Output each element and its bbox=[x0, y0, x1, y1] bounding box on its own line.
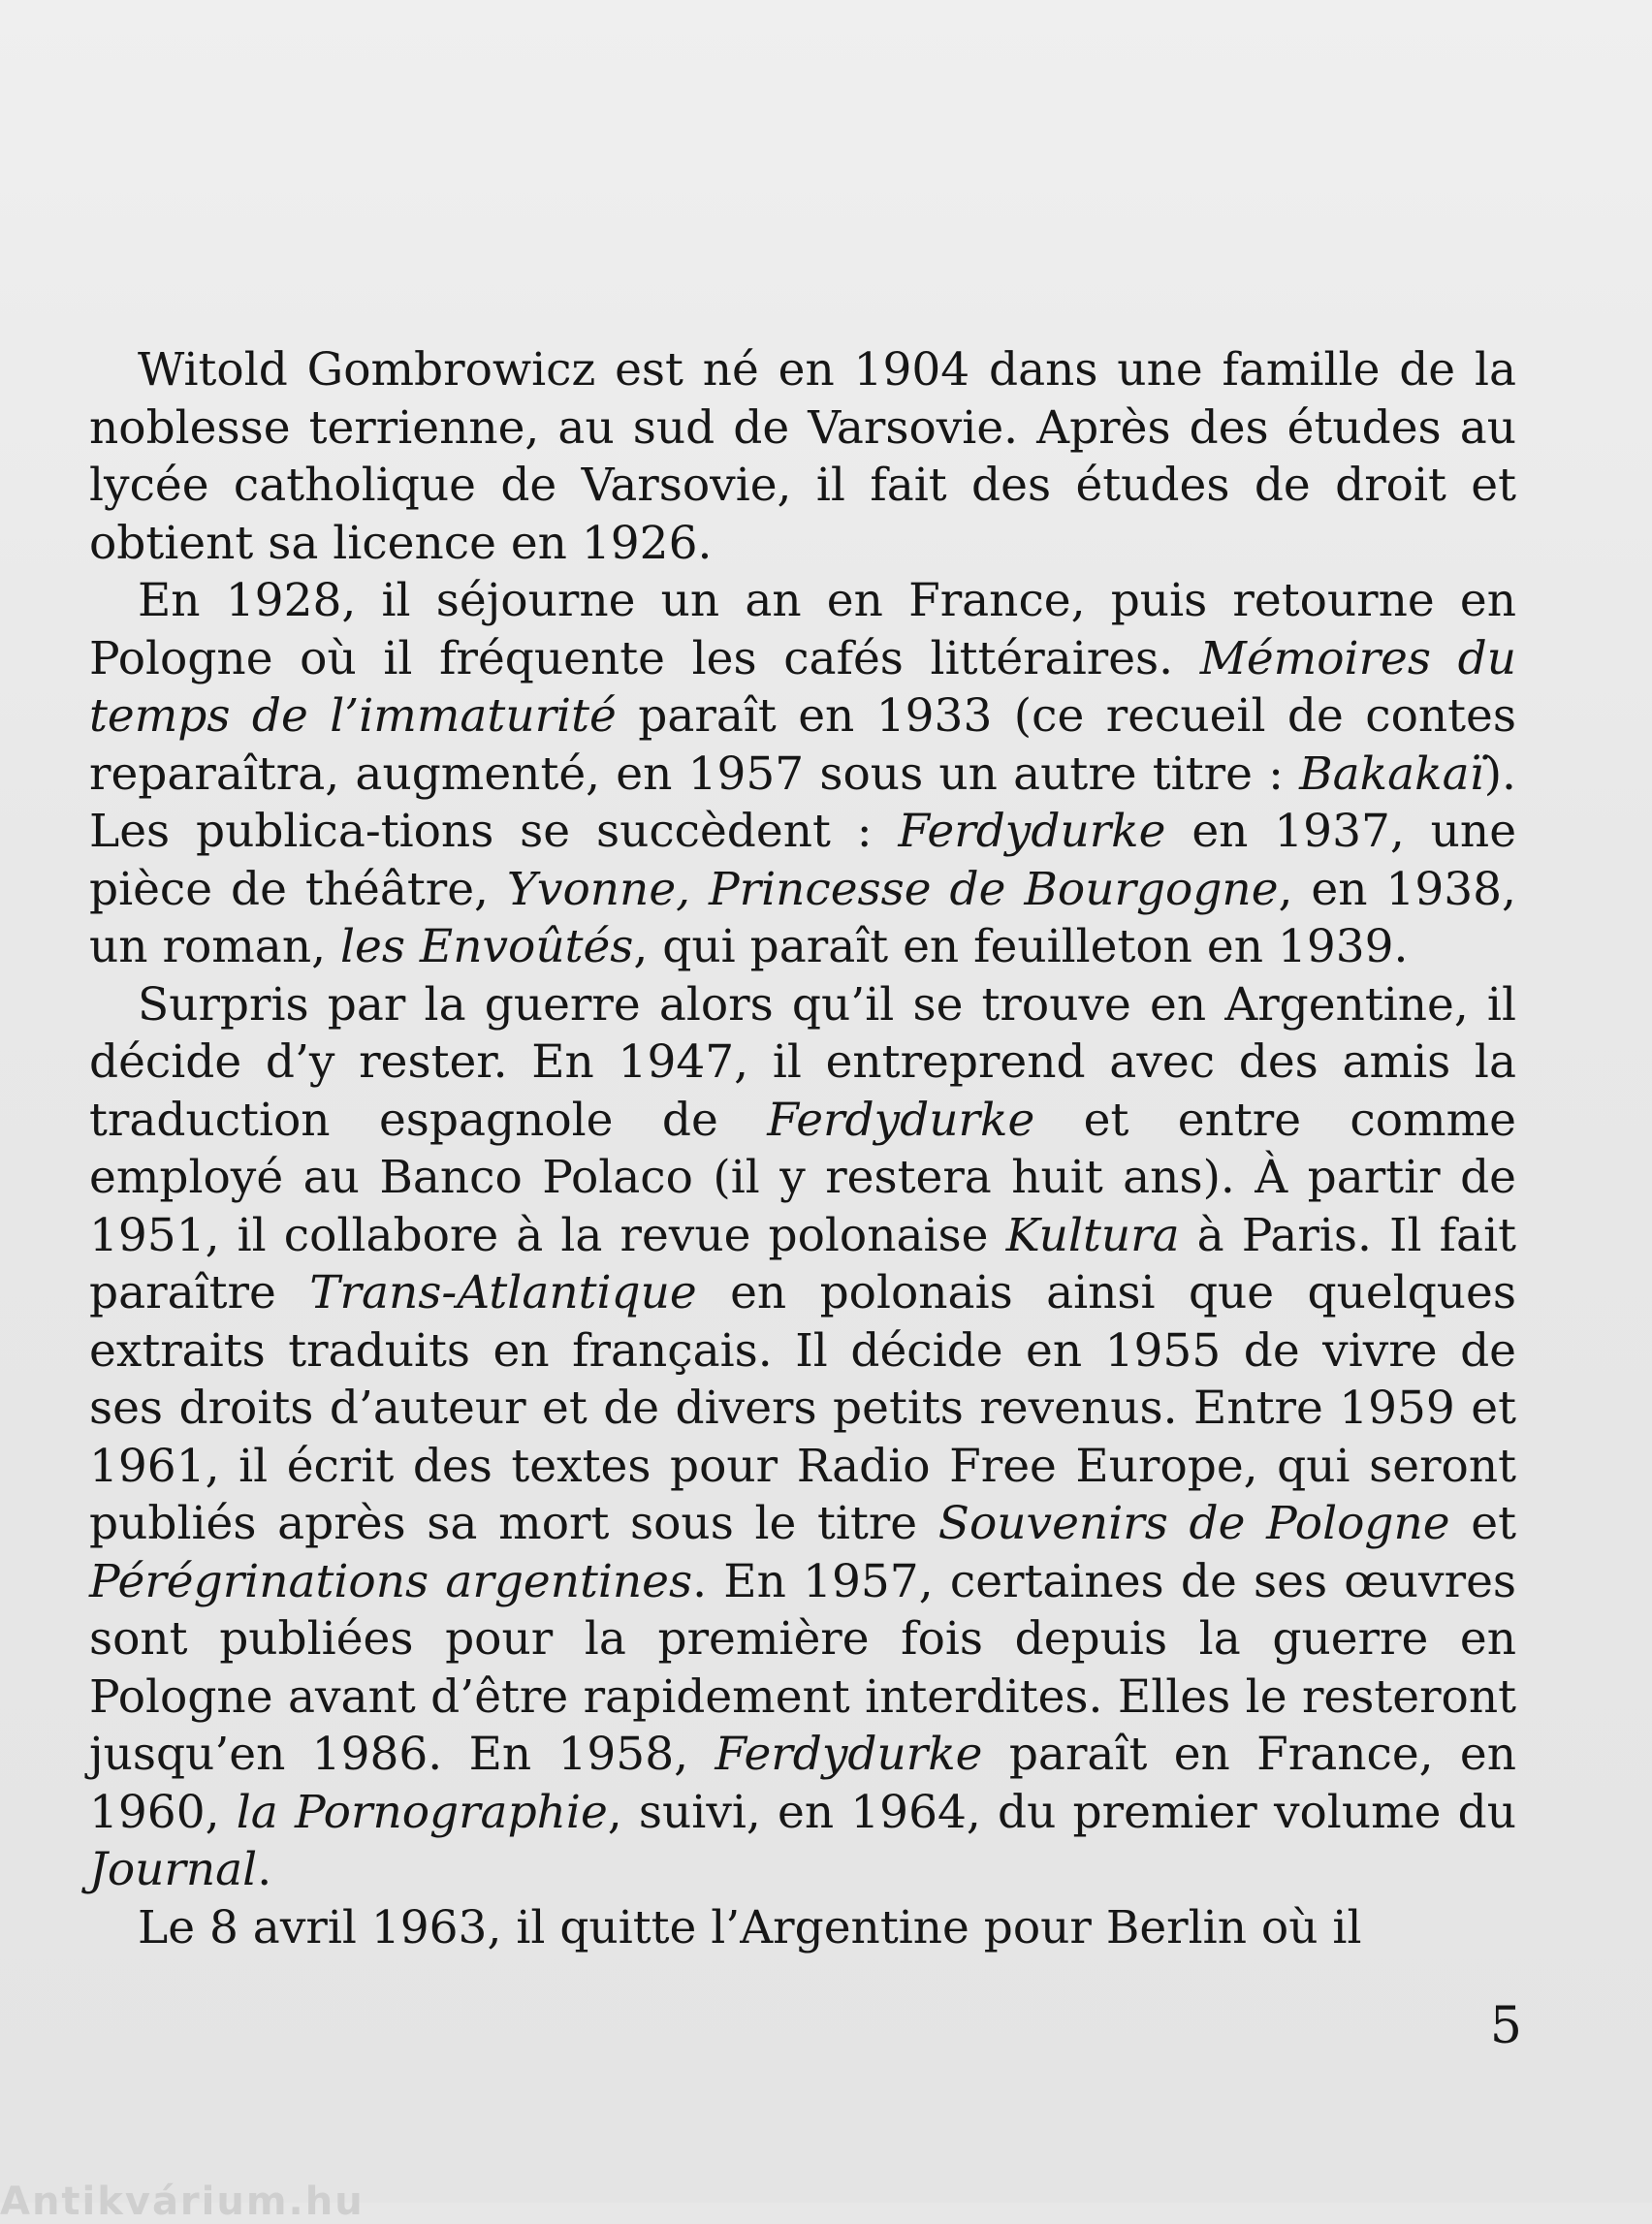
text-run: et entre comme employé au Banco Polaco (il y restera huit ans). À partir de 1951, il collabore à la revue polonaise bbox=[89, 1093, 1516, 1262]
italic-title: Ferdydurke bbox=[898, 805, 1166, 858]
watermark: Antikvárium.hu bbox=[0, 2179, 365, 2224]
italic-title: les Envoûtés bbox=[339, 920, 634, 973]
paragraph bbox=[89, 976, 1516, 1899]
text-run: , en 1938, un roman, bbox=[89, 862, 1516, 973]
text-run: en 1937, une pièce de théâtre, bbox=[89, 805, 1517, 916]
text-run: , qui paraît en feuilleton en 1939. bbox=[633, 920, 1409, 973]
text-run: Witold Gombrowicz est né en 1904 dans une famille de la noblesse terrienne, au sud de Varsovie. Après des études au lycée catholique de Varsovie, il fait des études de droit et obtient sa licence en 1926. bbox=[89, 343, 1516, 570]
italic-title: Ferdydurke bbox=[767, 1093, 1035, 1147]
text-run: . En 1957, certaines de ses œuvres sont publiées pour la première fois depuis la guerre en Pologne avant d’être rapidement interdites. Elles le resteront jusqu’en 1986. En 1958, bbox=[89, 1554, 1516, 1781]
text-run: Surpris par la guerre alors qu’il se trouve en Argentine, il décide d’y rester. En 1947, il entreprend avec des amis la traduction espagnole de bbox=[89, 977, 1516, 1147]
page-number: 5 bbox=[1489, 1997, 1522, 2055]
italic-title: Bakakaï bbox=[1299, 747, 1484, 801]
text-run: , suivi, en 1964, du premier volume du bbox=[607, 1785, 1516, 1839]
text-run: ). Les publica-tions se succèdent : bbox=[89, 747, 1516, 858]
italic-title: Journal bbox=[89, 1843, 258, 1896]
paragraph bbox=[89, 341, 1516, 572]
italic-title: Ferdydurke bbox=[715, 1728, 983, 1781]
paragraph bbox=[89, 1899, 1516, 1957]
text-run: paraît en France, en 1960, bbox=[89, 1728, 1516, 1839]
italic-title: Mémoires du temps de l’immaturité bbox=[89, 631, 1516, 743]
text-run: En 1928, il séjourne un an en France, puis retourne en Pologne où il fréquente les cafés littéraires. bbox=[89, 574, 1516, 685]
italic-title: Pérégrinations argentines bbox=[89, 1554, 693, 1608]
text-run: et bbox=[1449, 1497, 1516, 1550]
text-run: en polonais ainsi que quelques extraits traduits en français. Il décide en 1955 de vivre de ses droits d’auteur et de divers petits revenus. Entre 1959 et 1961, il écrit des textes pour Radio Free Europe, qui seront publiés après sa mort sous le titre bbox=[89, 1266, 1516, 1550]
italic-title: Kultura bbox=[1005, 1208, 1180, 1262]
italic-title: Yvonne, Princesse de Bourgogne bbox=[506, 862, 1279, 916]
text-run: paraît en 1933 (ce recueil de contes reparaîtra, augmenté, en 1957 sous un autre titre : bbox=[89, 689, 1516, 801]
italic-title: Souvenirs de Pologne bbox=[937, 1497, 1450, 1550]
body-text bbox=[89, 341, 1516, 1956]
paragraph bbox=[89, 572, 1516, 976]
text-run: à Paris. Il fait paraître bbox=[89, 1208, 1516, 1319]
italic-title: la Pornographie bbox=[236, 1785, 608, 1839]
text-run: Le 8 avril 1963, il quitte l’Argentine pour Berlin où il bbox=[138, 1900, 1362, 1954]
text-run: . bbox=[257, 1843, 272, 1896]
italic-title: Trans-Atlantique bbox=[309, 1266, 697, 1319]
